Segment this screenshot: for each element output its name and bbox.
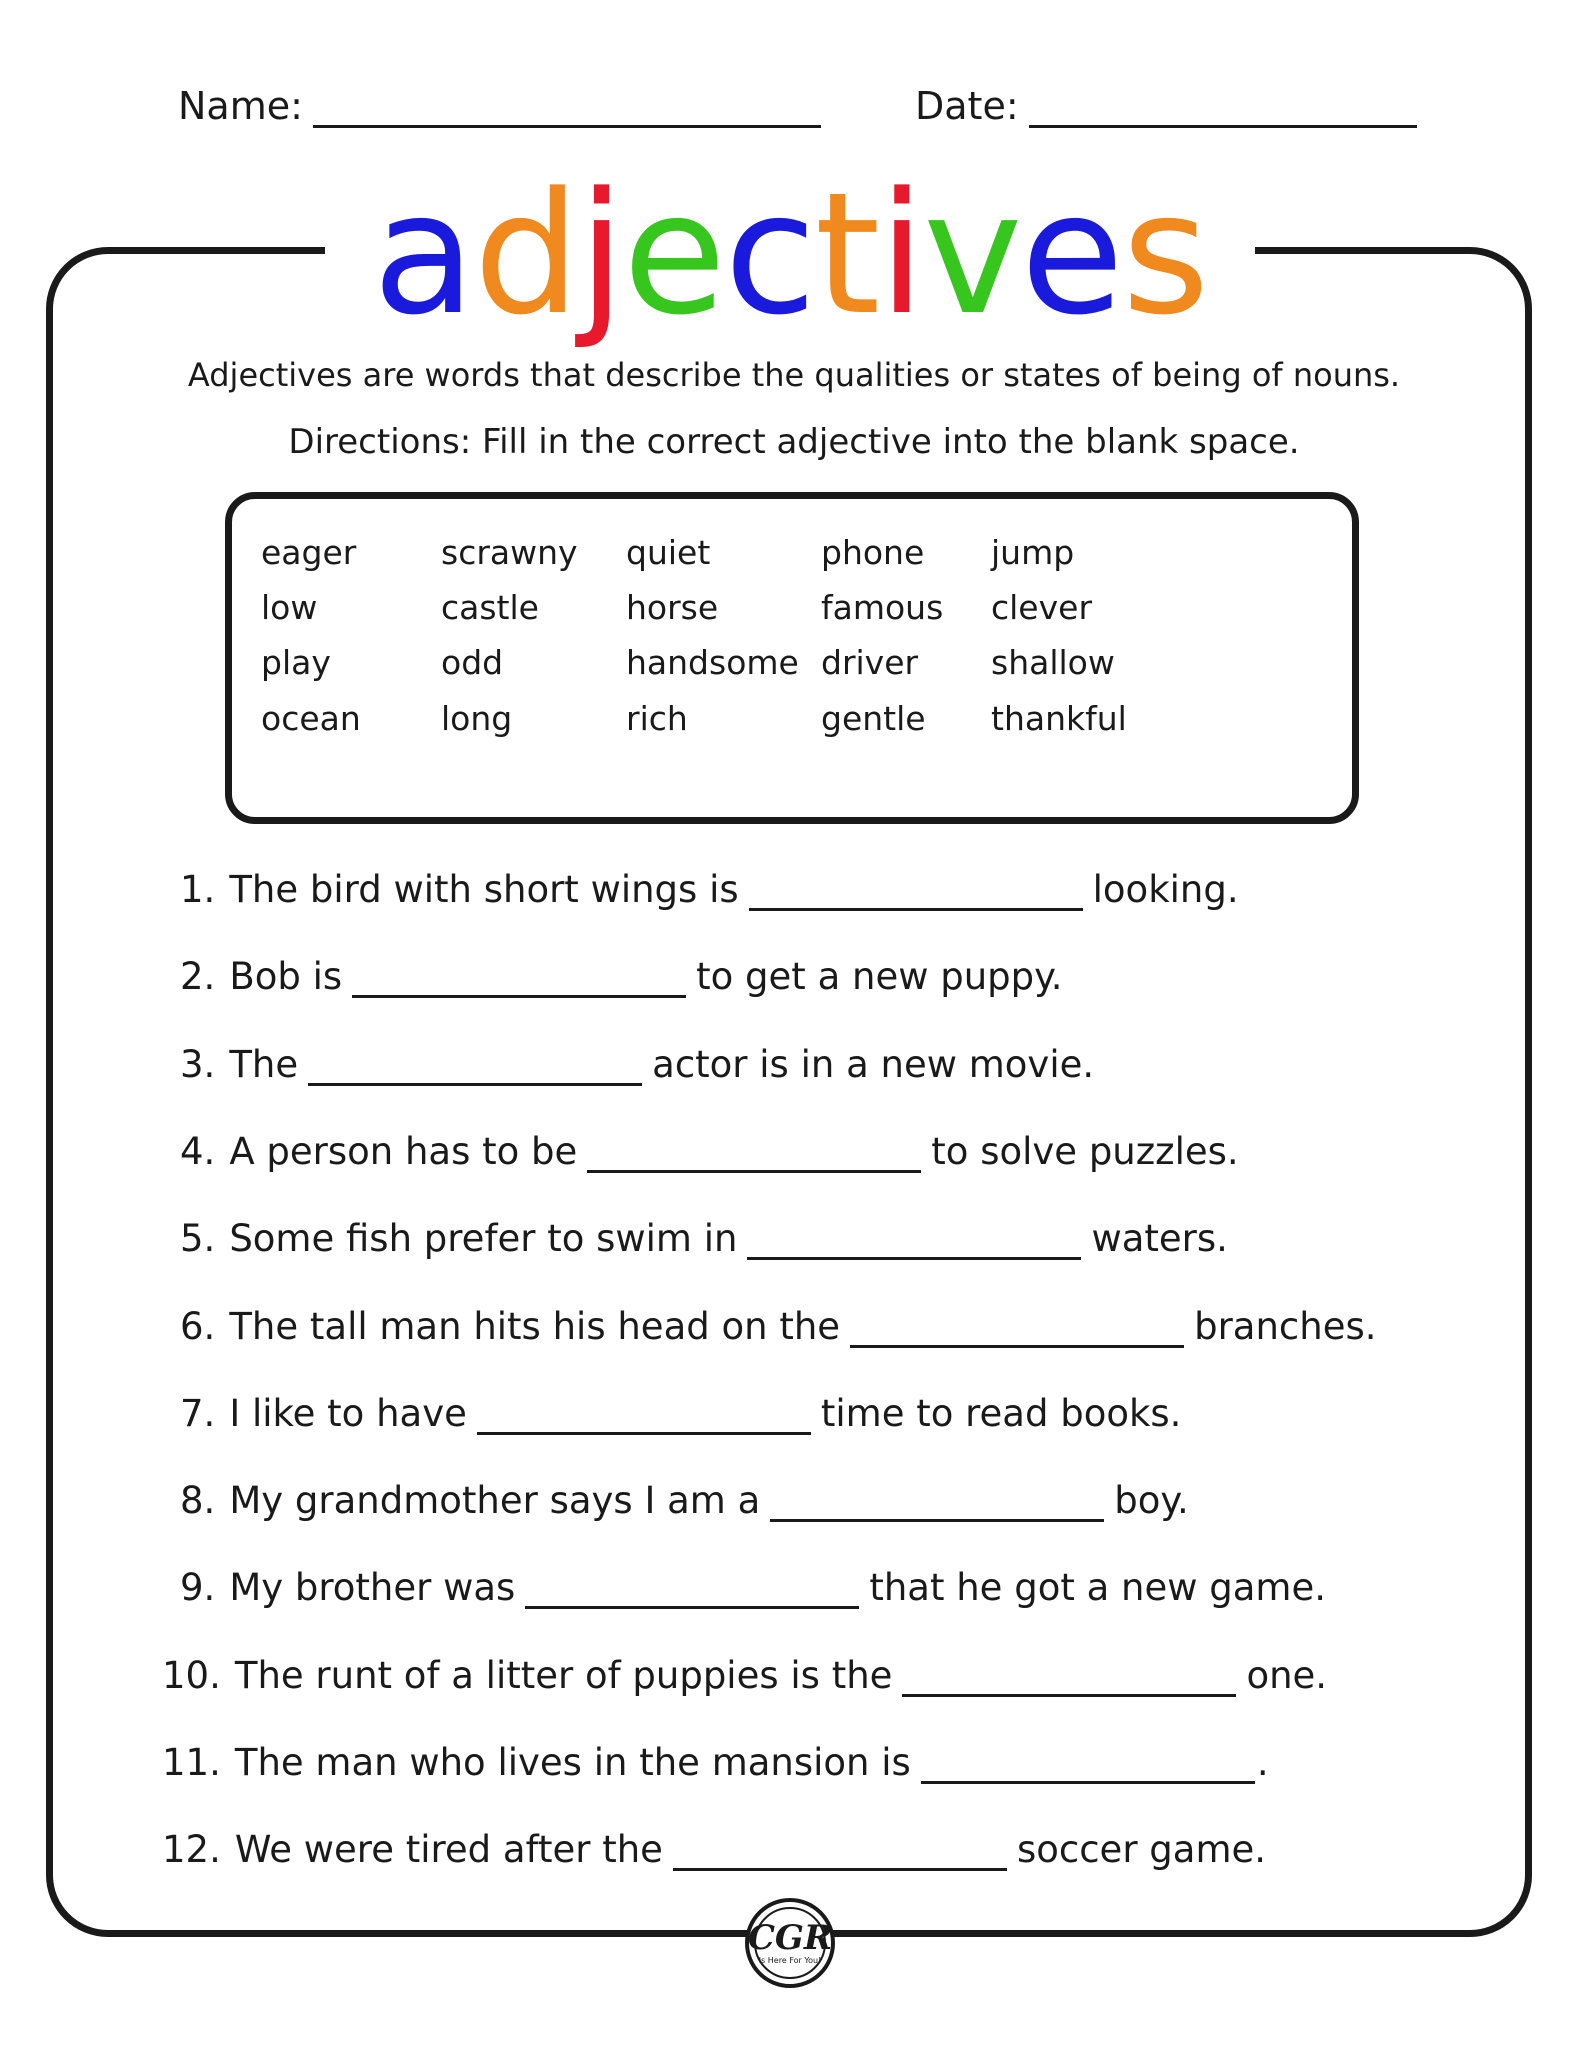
question-row — [180, 1130, 1239, 1173]
question-text-after: . — [1256, 1741, 1269, 1784]
question-text-before: Some fish prefer to swim in — [229, 1217, 738, 1261]
title-letter: s — [1121, 156, 1208, 352]
question-number: 6. — [180, 1304, 216, 1348]
name-blank-line[interactable] — [313, 91, 821, 128]
answer-blank[interactable] — [850, 1315, 1184, 1348]
directions-text: Directions: Fill in the correct adjective into the blank space. — [288, 422, 1300, 462]
name-field — [178, 84, 821, 128]
question-text-after: boy. — [1114, 1479, 1189, 1523]
question-number: 9. — [180, 1566, 216, 1610]
question-number: 3. — [180, 1042, 216, 1086]
word-bank-word: rich — [626, 699, 688, 738]
word-bank-word: eager — [261, 533, 357, 572]
logo-ring — [754, 1907, 826, 1979]
question-number: 4. — [180, 1129, 216, 1173]
question-text-after: time to read books. — [820, 1391, 1182, 1435]
answer-blank[interactable] — [477, 1402, 811, 1435]
title-letter: t — [814, 156, 879, 352]
word-bank-word: phone — [821, 533, 925, 572]
word-bank-word: jump — [991, 533, 1075, 572]
title-letter: j — [578, 156, 623, 352]
logo-tagline: Is Here For You! — [758, 1956, 822, 1965]
date-label: Date: — [915, 84, 1019, 128]
question-row — [180, 1566, 1326, 1609]
question-row — [180, 1217, 1228, 1260]
question-text-after: actor is in a new movie. — [652, 1042, 1095, 1086]
word-bank-word: play — [261, 643, 331, 682]
question-row — [180, 955, 1063, 998]
question-number: 5. — [180, 1217, 216, 1261]
cgr-logo — [745, 1898, 835, 1988]
word-bank-word: scrawny — [441, 533, 578, 572]
word-bank-word: quiet — [626, 533, 711, 572]
word-bank-word: long — [441, 699, 513, 738]
date-field — [915, 84, 1417, 128]
question-row — [180, 1305, 1377, 1348]
title-letter: i — [878, 156, 924, 352]
question-text-before: My grandmother says I am a — [229, 1479, 761, 1523]
word-bank-word: clever — [991, 588, 1093, 627]
title-letter: e — [622, 156, 725, 352]
title-letter: e — [1020, 156, 1122, 352]
word-bank-word: thankful — [991, 699, 1127, 738]
logo-monogram: CGR — [747, 1918, 833, 1958]
question-text-after: waters. — [1091, 1217, 1228, 1261]
answer-blank[interactable] — [749, 878, 1083, 911]
answer-blank[interactable] — [770, 1489, 1104, 1522]
answer-blank[interactable] — [673, 1838, 1007, 1871]
question-row — [180, 868, 1239, 911]
word-bank-word: driver — [821, 643, 919, 682]
question-text-before: The bird with short wings is — [229, 868, 739, 911]
answer-blank[interactable] — [352, 965, 686, 998]
question-text-before: We were tired after the — [234, 1828, 663, 1872]
question-number: 10. — [162, 1653, 221, 1697]
title-letter: v — [923, 156, 1021, 352]
answer-blank[interactable] — [902, 1664, 1236, 1697]
word-bank-word: famous — [821, 588, 944, 627]
title-letter: d — [473, 156, 579, 352]
question-number: 2. — [180, 955, 216, 999]
name-label: Name: — [178, 84, 303, 128]
question-number: 8. — [180, 1479, 216, 1523]
answer-blank[interactable] — [747, 1227, 1081, 1260]
question-text-before: The — [229, 1042, 299, 1086]
question-row — [162, 1741, 1269, 1784]
answer-blank[interactable] — [308, 1053, 642, 1086]
question-text-before: My brother was — [229, 1566, 516, 1610]
question-text-before: Bob is — [229, 955, 343, 999]
question-text-before: A person has to be — [229, 1129, 578, 1173]
question-text-before: The runt of a litter of puppies is the — [234, 1653, 893, 1697]
question-text-after: branches. — [1194, 1304, 1377, 1348]
question-row — [180, 1392, 1181, 1435]
word-bank-word: castle — [441, 588, 539, 627]
question-text-after: that he got a new game. — [869, 1566, 1326, 1610]
word-bank-word: shallow — [991, 643, 1115, 682]
question-row — [180, 1479, 1189, 1522]
question-text-after: to solve puzzles. — [931, 1129, 1239, 1173]
question-text-before: I like to have — [229, 1391, 467, 1435]
answer-blank[interactable] — [525, 1576, 859, 1609]
question-number: 1. — [180, 868, 216, 911]
question-text-after: one. — [1246, 1653, 1328, 1697]
word-bank-word: ocean — [261, 699, 361, 738]
question-number: 7. — [180, 1391, 216, 1435]
question-text-before: The man who lives in the mansion is — [234, 1741, 911, 1784]
question-number: 11. — [162, 1741, 221, 1784]
question-row — [180, 1043, 1094, 1086]
question-row — [162, 1654, 1327, 1697]
answer-blank[interactable] — [587, 1140, 921, 1173]
word-bank-word: horse — [626, 588, 719, 627]
question-number: 12. — [162, 1828, 221, 1872]
title-letter: a — [372, 156, 474, 352]
word-bank-word: odd — [441, 643, 504, 682]
word-bank-word: handsome — [626, 643, 799, 682]
question-text-after: to get a new puppy. — [696, 955, 1063, 999]
question-row — [162, 1828, 1266, 1871]
title-letter: c — [724, 156, 815, 352]
word-bank-word: gentle — [821, 699, 926, 738]
word-bank-word: low — [261, 588, 318, 627]
date-blank-line[interactable] — [1029, 91, 1417, 128]
question-text-after: looking. — [1092, 868, 1239, 911]
word-bank — [225, 492, 1359, 824]
answer-blank[interactable] — [921, 1751, 1255, 1784]
question-text-before: The tall man hits his head on the — [229, 1304, 841, 1348]
question-text-after: soccer game. — [1016, 1828, 1267, 1872]
worksheet-title — [335, 156, 1245, 352]
definition-text: Adjectives are words that describe the qualities or states of being of nouns. — [187, 356, 1401, 394]
